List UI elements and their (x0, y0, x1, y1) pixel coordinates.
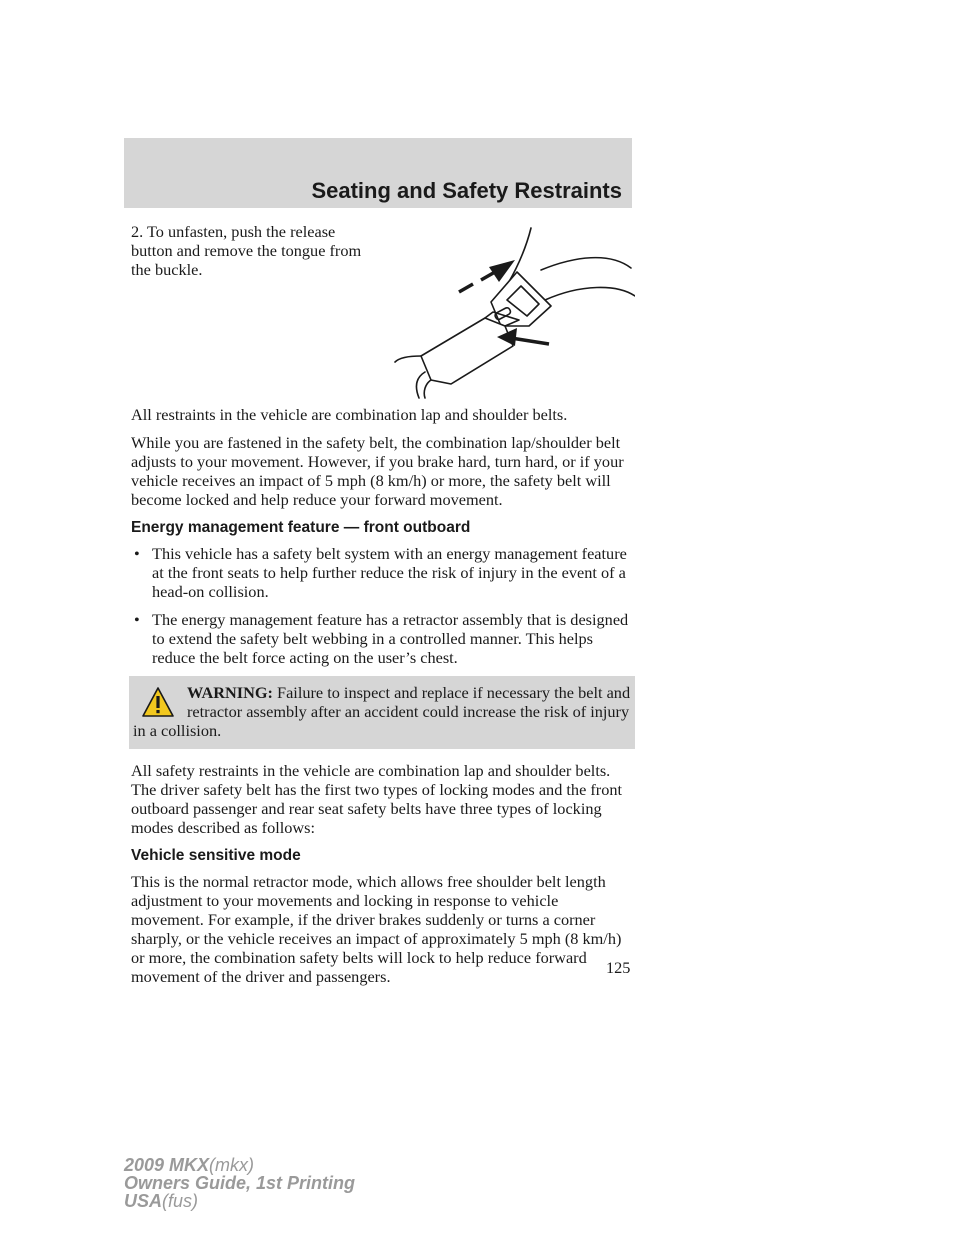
paragraph-belt-locking: While you are fastened in the safety belt, the combination lap/shoulder belt adjusts to your movement. However, if you brake hard, turn hard, or if your vehicle receives an impact of 5 mph (8 km/h) or more, the safety belt will become locked and help reduce your forward movement. (131, 433, 624, 509)
footer-model-code: (mkx) (209, 1155, 255, 1175)
paragraph-restraint-types: All restraints in the vehicle are combination lap and shoulder belts. (131, 405, 568, 424)
paragraph-vehicle-sensitive: This is the normal retractor mode, which allows free shoulder belt length adjustment to your movements and locking in response to vehicle movement. For example, if the driver brakes suddenly or turns a corner sharply, or the vehicle receives an impact of approximately 5 mph (8 km/h) or more, the combination safety belts will lock to help reduce forward movement of the driver and passengers. (131, 872, 622, 986)
footer-line-guide: Owners Guide, 1st Printing (124, 1173, 356, 1193)
warning-label: WARNING: (187, 683, 273, 702)
paragraph-locking-modes: All safety restraints in the vehicle are combination lap and shoulder belts. The driver safety belt has the first two types of locking modes and the front outboard passenger and rear seat safety belts have three types of locking modes described as follows: (131, 761, 623, 837)
warning-triangle-icon (141, 686, 175, 718)
warning-text: Failure to inspect and replace if necessary the belt and retractor assembly after an accident could increase the risk of injury in a collision. (133, 683, 631, 740)
section-header-band (124, 138, 632, 208)
list-item: • The energy management feature has a retractor assembly that is designed to extend the safety belt webbing in a controlled manner. This helps reduce the belt force acting on the user’s chest. (131, 610, 633, 667)
warning-box (129, 676, 635, 749)
footer-line-model (124, 1156, 355, 1174)
footer-market: USA (124, 1191, 163, 1211)
page-content (131, 222, 633, 995)
unfasten-step-text: 2. To unfasten, push the release button and remove the tongue from the buckle. (131, 222, 362, 279)
energy-management-heading: Energy management feature — front outboard (131, 519, 471, 536)
document-footer (124, 1156, 355, 1210)
list-item: • This vehicle has a safety belt system with an energy management feature at the front seats to help further reduce the risk of injury in the event of a head-on collision. (131, 544, 633, 601)
vehicle-sensitive-heading: Vehicle sensitive mode (131, 847, 301, 864)
page-number: 125 (606, 958, 631, 977)
energy-management-list (131, 544, 633, 667)
seatbelt-buckle-illustration (385, 222, 635, 400)
footer-market-code: (fus) (162, 1191, 199, 1211)
section-title: Seating and Safety Restraints (311, 178, 622, 203)
footer-model: 2009 MKX (124, 1155, 210, 1175)
footer-line-market (124, 1192, 355, 1210)
intro-row (131, 222, 633, 400)
